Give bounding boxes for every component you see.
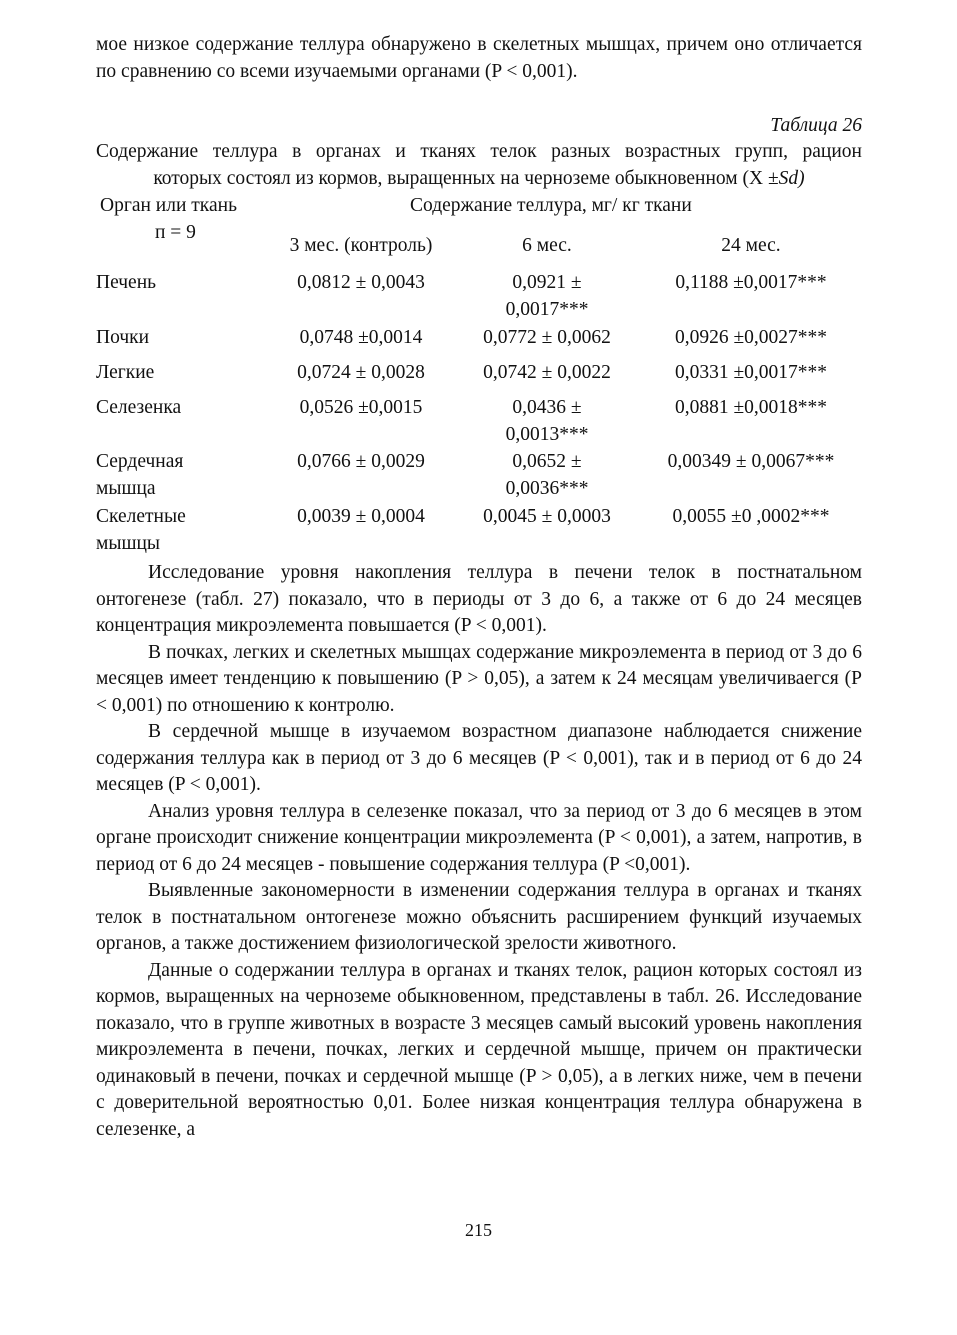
row-value-24m: 0,0055 ±0 ,0002*** — [672, 506, 830, 527]
row-organ: Селезенка — [96, 397, 182, 418]
row-organ: Печень — [96, 272, 157, 293]
table-caption-line2-text: которых состоял из кормов, выращенных на черноземе обыкновенном (X ± — [153, 167, 779, 189]
col-header-6m: 6 мес. — [522, 235, 572, 256]
intro-text — [96, 32, 862, 85]
row-organ: Скелетные мышцы — [96, 506, 186, 554]
col-organ-n: п = 9 — [155, 222, 196, 243]
row-value-24m: 0,0331 ±0,0017*** — [674, 362, 828, 383]
paragraph: Анализ уровня теллура в селезенке показал, что за период от 3 до 6 месяцев в этом органе происходит снижение концентрации микроэлемента (P < 0,001), а затем, напротив, в период от 6 до 24 месяцев - повышение содержания теллура (P <0,001). — [96, 800, 862, 875]
row-value-24m: 0,0926 ±0,0027*** — [674, 327, 828, 348]
row-value-6m: 0,0652 ± 0,0036*** — [505, 451, 589, 499]
row-value-3m: 0,0526 ±0,0015 — [299, 397, 423, 418]
paragraph: Исследование уровня накопления теллура в печени телок в постнатальном онтогенезе (табл. 27) показало, что в периоды от 3 до 6, а также от 6 до 24 месяцев концентрация микроэлемента повышается (P < 0,001). — [96, 562, 862, 636]
paragraph: Выявленные закономерности в изменении содержания теллура в органах и тканях телок в постнатальном онтогенезе можно объяснить расширением функций изучаемых органов, а также достижением физиологической зрелости животного. — [96, 880, 862, 954]
row-value-6m: 0,0921 ± 0,0017*** — [505, 272, 589, 320]
col-header-3m: 3 мес. (контроль) — [289, 235, 433, 256]
col-header-24m: 24 мес. — [721, 235, 781, 256]
row-value-6m: 0,0772 ± 0,0062 — [483, 327, 611, 348]
row-organ: Почки — [96, 327, 150, 348]
table-caption-italic: Sd) — [778, 167, 805, 189]
paragraph: В сердечной мышце в изучаемом возрастном диапазоне наблюдается снижение содержания теллура как в период от 3 до 6 месяцев (P < 0,001), так и в период от 6 до 24 месяцев (P < 0,001). — [96, 721, 862, 795]
table-caption — [96, 139, 862, 192]
row-value-3m: 0,0812 ± 0,0043 — [297, 272, 425, 293]
row-value-24m: 0,0881 ±0,0018*** — [674, 397, 828, 418]
row-value-6m: 0,0045 ± 0,0003 — [483, 506, 611, 527]
table-label: Таблица 26 — [770, 115, 862, 136]
paragraph: В почках, легких и скелетных мышцах содержание микроэлемента в период от 3 до 6 месяцев имеет тенденцию к повышению (P > 0,05), а затем к 24 месяцам увеличиваегся (P < 0,001) по отношению к контролю. — [96, 641, 862, 716]
row-organ: Сердечная мышца — [96, 451, 184, 499]
table-caption-line1: Содержание теллура в органах и тканях телок разных возрастных групп, рацион — [96, 141, 862, 162]
row-value-6m: 0,0436 ± 0,0013*** — [505, 397, 589, 445]
col-organ-header: Орган или ткань — [100, 195, 237, 216]
group-header: Содержание теллура, мг/ кг ткани — [410, 195, 692, 216]
row-value-24m: 0,00349 ± 0,0067*** — [667, 451, 835, 472]
row-value-3m: 0,0039 ± 0,0004 — [297, 506, 425, 527]
row-value-3m: 0,0748 ±0,0014 — [299, 327, 423, 348]
row-value-24m: 0,1188 ±0,0017*** — [675, 272, 827, 293]
row-value-3m: 0,0766 ± 0,0029 — [297, 451, 425, 472]
row-organ: Легкие — [96, 362, 155, 383]
table-caption-line2 — [96, 166, 862, 193]
page-number: 215 — [465, 1220, 492, 1240]
body-text — [96, 560, 862, 1143]
paragraph: Данные о содержании теллура в органах и тканях телок, рацион которых состоял из кормов, выращенных на черноземе обыкновенном, представлены в табл. 26. Исследование показало, что в группе животных в возрасте 3 месяцев самый высокий уровень накопления микроэлемента в печени, почках, легких и сердечной мышце, причем он практически одинаковый в печени, почках и сердечной мышце (P > 0,05), а в легких ниже, чем в печени с доверительной вероятностью 0,01. Более низкая концентрация теллура обнаружена в селезенке, а — [96, 959, 862, 1140]
intro-paragraph: мое низкое содержание теллура обнаружено в скелетных мышцах, причем оно отличается по сравнению со всеми изучаемыми органами (P < 0,001). — [96, 34, 862, 82]
row-value-6m: 0,0742 ± 0,0022 — [483, 362, 611, 383]
row-value-3m: 0,0724 ± 0,0028 — [297, 362, 425, 383]
